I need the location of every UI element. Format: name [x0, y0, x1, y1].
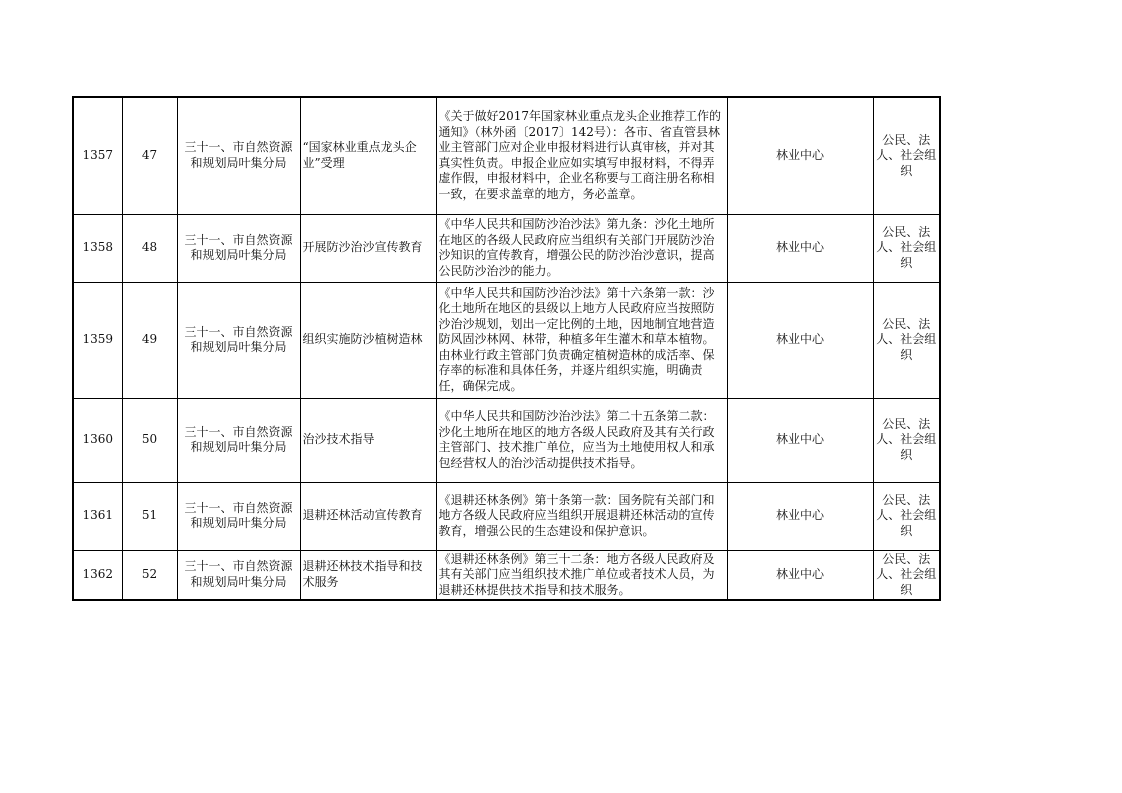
basis-cell: 《中华人民共和国防沙治沙法》第二十五条第二款：沙化土地所在地区的地方各级人民政府及其有关行政主管部门、技术推广单位，应当为土地使用权人和承包经营权人的治沙活动提供技术指导。 — [436, 398, 727, 482]
sub-seq-cell: 48 — [122, 214, 177, 282]
item-cell: “国家林业重点龙头企业”受理 — [300, 97, 436, 214]
unit-cell: 林业中心 — [727, 550, 873, 600]
basis-cell: 《关于做好2017年国家林业重点龙头企业推荐工作的通知》（林外函〔2017〕142号）：各市、省直管县林业主管部门应对企业申报材料进行认真审核，并对其真实性负责。申报企业应如实填写申报材料，不得弄虚作假，申报材料中，企业名称要与工商注册名称相一致，在要求盖章的地方，务必盖章。 — [436, 97, 727, 214]
target-cell: 公民、法人、社会组织 — [873, 550, 940, 600]
dept-cell: 三十一、市自然资源和规划局叶集分局 — [177, 282, 300, 398]
item-cell: 退耕还林技术指导和技术服务 — [300, 550, 436, 600]
seq-cell: 1361 — [73, 482, 122, 550]
item-cell: 退耕还林活动宣传教育 — [300, 482, 436, 550]
unit-cell: 林业中心 — [727, 398, 873, 482]
target-cell: 公民、法人、社会组织 — [873, 482, 940, 550]
item-cell: 组织实施防沙植树造林 — [300, 282, 436, 398]
sub-seq-cell: 49 — [122, 282, 177, 398]
target-cell: 公民、法人、社会组织 — [873, 97, 940, 214]
seq-cell: 1358 — [73, 214, 122, 282]
table-row — [73, 97, 940, 214]
table-row — [73, 550, 940, 600]
seq-cell: 1359 — [73, 282, 122, 398]
table-row — [73, 398, 940, 482]
basis-cell: 《退耕还林条例》第十条第一款：国务院有关部门和地方各级人民政府应当组织开展退耕还林活动的宣传教育，增强公民的生态建设和保护意识。 — [436, 482, 727, 550]
basis-cell: 《中华人民共和国防沙治沙法》第十六条第一款：沙化土地所在地区的县级以上地方人民政府应当按照防沙治沙规划，划出一定比例的土地，因地制宜地营造防风固沙林网、林带，种植多年生灌木和草本植物。由林业行政主管部门负责确定植树造林的成活率、保存率的标准和具体任务，并逐片组织实施，明确责任，确保完成。 — [436, 282, 727, 398]
table-row — [73, 282, 940, 398]
target-cell: 公民、法人、社会组织 — [873, 214, 940, 282]
item-cell: 治沙技术指导 — [300, 398, 436, 482]
target-cell: 公民、法人、社会组织 — [873, 398, 940, 482]
sub-seq-cell: 50 — [122, 398, 177, 482]
dept-cell: 三十一、市自然资源和规划局叶集分局 — [177, 550, 300, 600]
dept-cell: 三十一、市自然资源和规划局叶集分局 — [177, 398, 300, 482]
sub-seq-cell: 52 — [122, 550, 177, 600]
unit-cell: 林业中心 — [727, 282, 873, 398]
unit-cell: 林业中心 — [727, 482, 873, 550]
sub-seq-cell: 51 — [122, 482, 177, 550]
table-row — [73, 482, 940, 550]
seq-cell: 1360 — [73, 398, 122, 482]
dept-cell: 三十一、市自然资源和规划局叶集分局 — [177, 214, 300, 282]
unit-cell: 林业中心 — [727, 214, 873, 282]
item-cell: 开展防沙治沙宣传教育 — [300, 214, 436, 282]
basis-cell: 《中华人民共和国防沙治沙法》第九条：沙化土地所在地区的各级人民政府应当组织有关部门开展防沙治沙知识的宣传教育，增强公民的防沙治沙意识，提高公民防沙治沙的能力。 — [436, 214, 727, 282]
seq-cell: 1362 — [73, 550, 122, 600]
service-items-table — [72, 96, 941, 601]
dept-cell: 三十一、市自然资源和规划局叶集分局 — [177, 482, 300, 550]
seq-cell: 1357 — [73, 97, 122, 214]
sub-seq-cell: 47 — [122, 97, 177, 214]
basis-cell: 《退耕还林条例》第三十二条：地方各级人民政府及其有关部门应当组织技术推广单位或者技术人员，为退耕还林提供技术指导和技术服务。 — [436, 550, 727, 600]
table-row — [73, 214, 940, 282]
target-cell: 公民、法人、社会组织 — [873, 282, 940, 398]
dept-cell: 三十一、市自然资源和规划局叶集分局 — [177, 97, 300, 214]
unit-cell: 林业中心 — [727, 97, 873, 214]
